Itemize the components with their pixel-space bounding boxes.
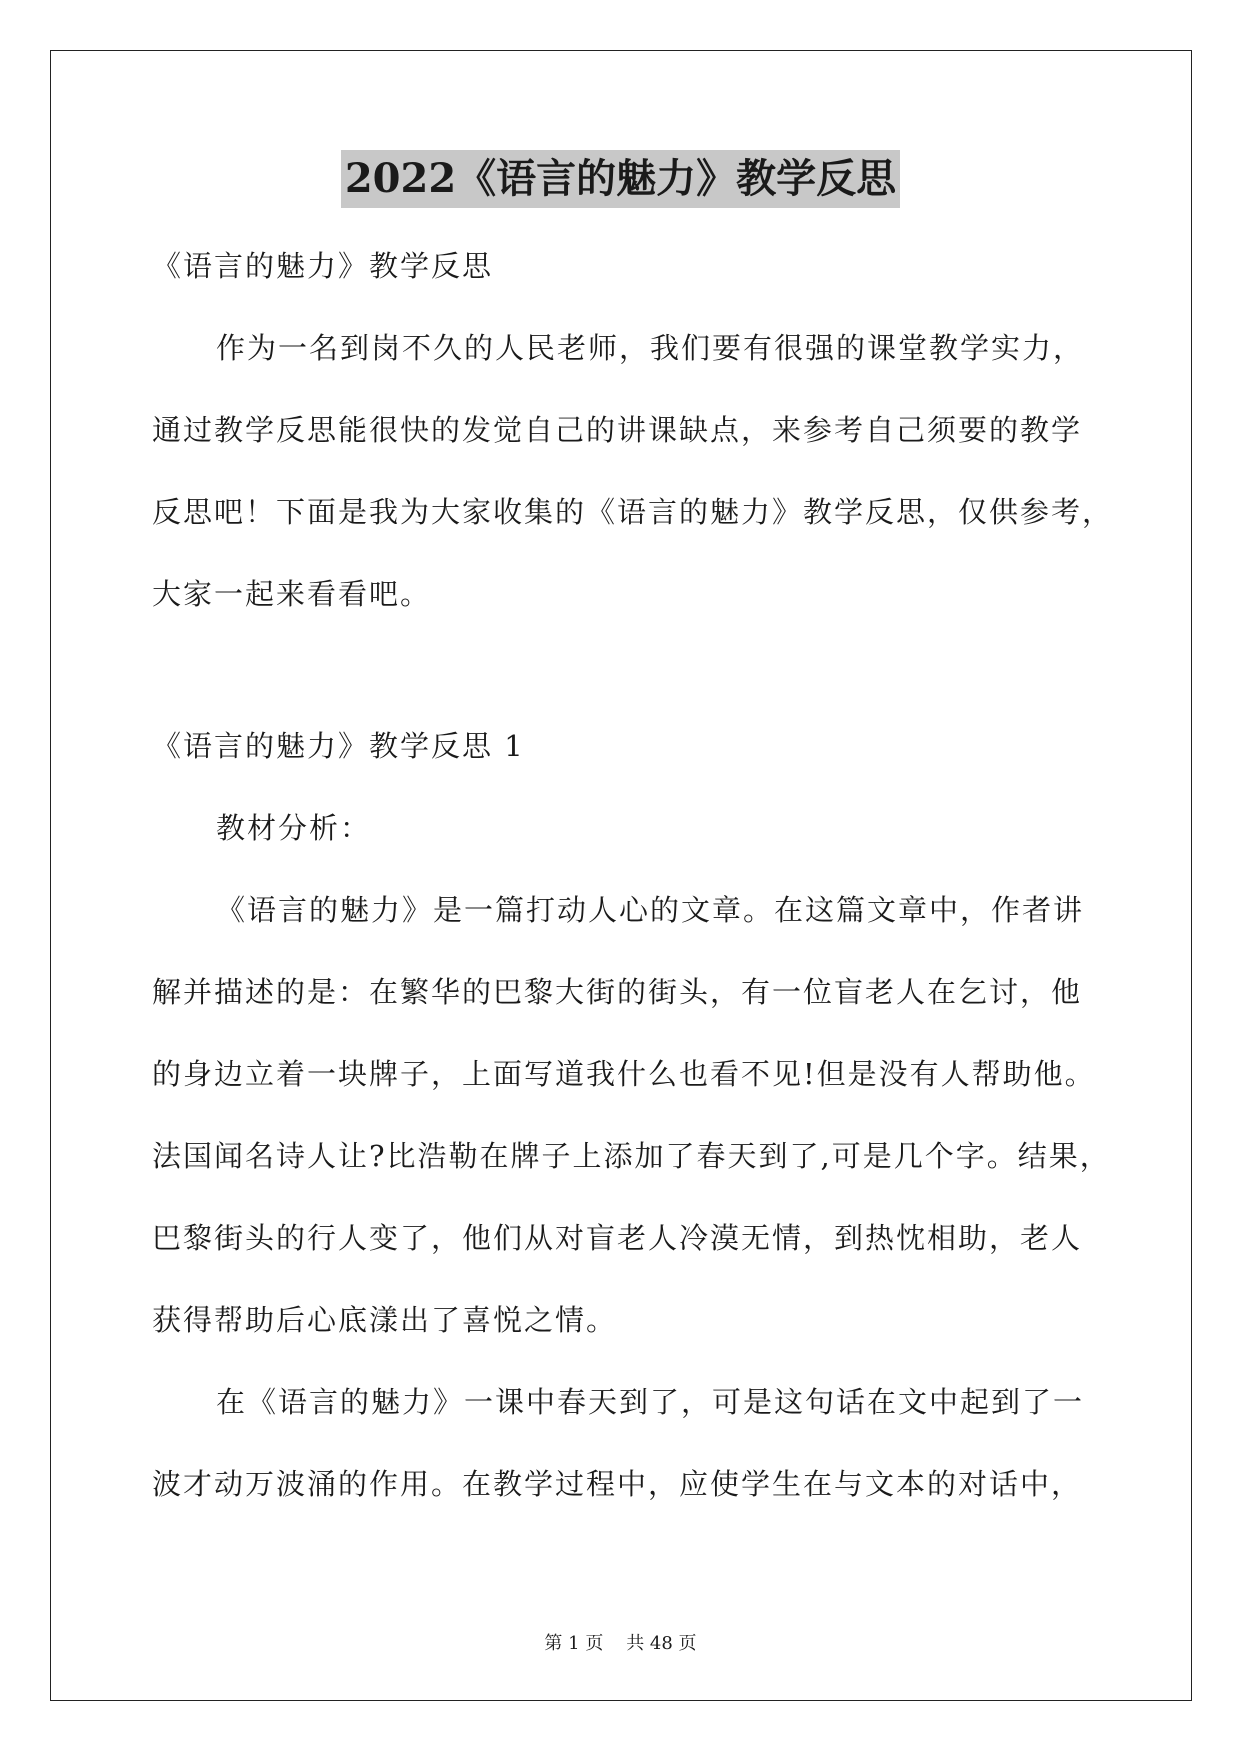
intro-line: 作为一名到岗不久的人民老师，我们要有很强的课堂教学实力， bbox=[216, 331, 1085, 365]
document-body bbox=[152, 225, 1114, 1525]
document-title: 2022《语言的魅力》教学反思 bbox=[341, 150, 900, 208]
intro-heading: 《语言的魅力》教学反思 bbox=[152, 249, 494, 283]
paragraph-line: 波才动万波涌的作用。在教学过程中，应使学生在与文本的对话中， bbox=[152, 1467, 1083, 1501]
intro-line: 通过教学反思能很快的发觉自己的讲课缺点，来参考自己须要的教学 bbox=[152, 413, 1083, 447]
paragraph-line: 在《语言的魅力》一课中春天到了，可是这句话在文中起到了一 bbox=[216, 1385, 1085, 1419]
paragraph-line: 法国闻名诗人让?比浩勒在牌子上添加了春天到了,可是几个字。结果， bbox=[152, 1139, 1111, 1173]
section-heading: 《语言的魅力》教学反思 1 bbox=[152, 729, 525, 763]
paragraph-line: 获得帮助后心底漾出了喜悦之情。 bbox=[152, 1303, 618, 1337]
paragraph-line: 《语言的魅力》是一篇打动人心的文章。在这篇文章中，作者讲 bbox=[216, 893, 1085, 927]
paragraph-line: 巴黎街头的行人变了，他们从对盲老人冷漠无情，到热忱相助，老人 bbox=[152, 1221, 1083, 1255]
section-gap bbox=[152, 635, 1092, 705]
page-footer: 第 1 页 共 48 页 bbox=[544, 1633, 697, 1654]
intro-line: 大家一起来看看吧。 bbox=[152, 577, 432, 611]
material-label: 教材分析： bbox=[216, 811, 372, 845]
paragraph-line: 的身边立着一块牌子，上面写道我什么也看不见!但是没有人帮助他。 bbox=[152, 1057, 1096, 1091]
title-container bbox=[0, 150, 1241, 208]
intro-line: 反思吧！下面是我为大家收集的《语言的魅力》教学反思，仅供参考， bbox=[152, 495, 1114, 529]
paragraph-line: 解并描述的是：在繁华的巴黎大街的街头，有一位盲老人在乞讨，他 bbox=[152, 975, 1083, 1009]
